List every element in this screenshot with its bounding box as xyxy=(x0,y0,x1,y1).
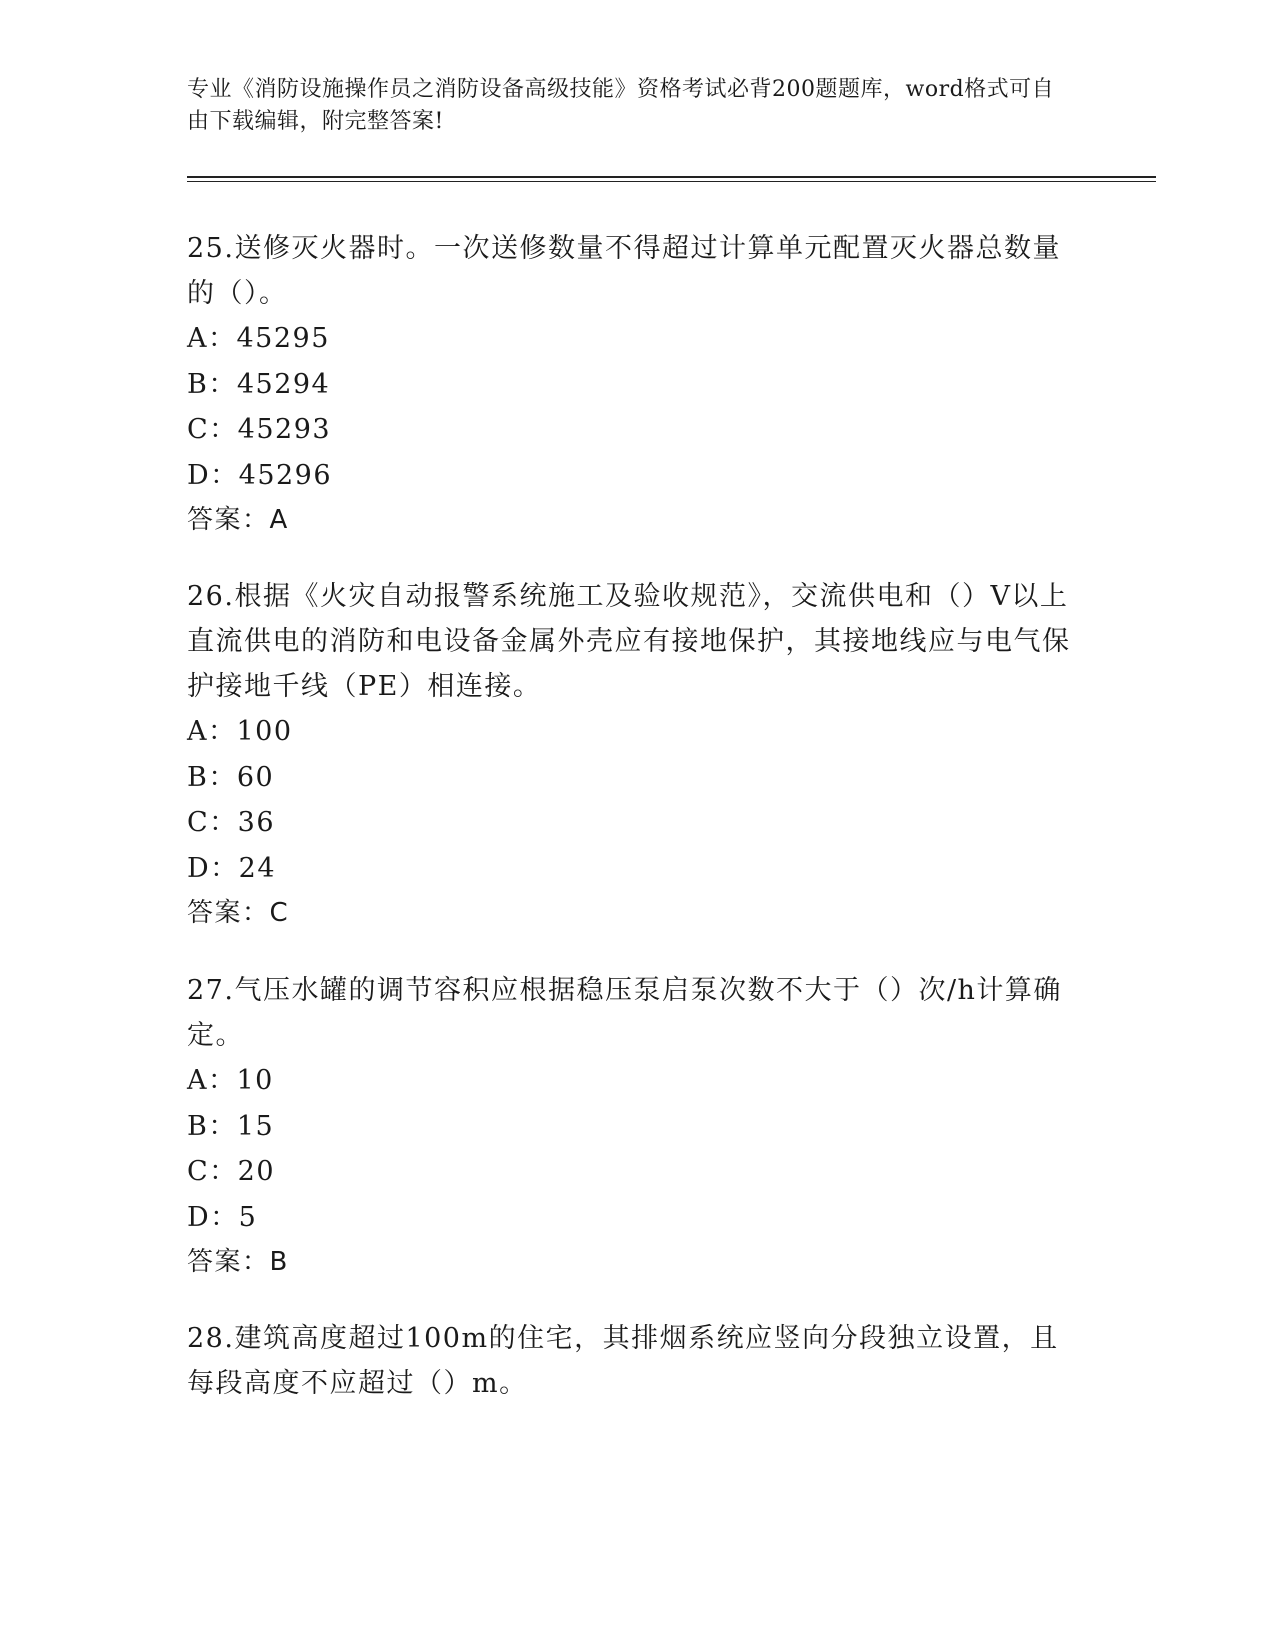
option-d: D：45296 xyxy=(187,459,333,491)
option-a: A：45295 xyxy=(187,323,330,354)
question-stem: 25.送修灭火器时。一次送修数量不得超过计算单元配置灭火器总数量的（）。 xyxy=(187,233,1061,309)
answer: 答案：A xyxy=(187,505,289,535)
answer: 答案：B xyxy=(187,1247,289,1277)
question-25 xyxy=(187,226,1087,543)
option-b: B：45294 xyxy=(187,368,331,400)
question-27 xyxy=(187,968,1087,1285)
question-stem: 26.根据《火灾自动报警系统施工及验收规范》，交流供电和（）V以上直流供电的消防和电设备金属外壳应有接地保护，其接地线应与电气保护接地千线（PE）相连接。 xyxy=(187,581,1071,702)
header-divider-thin xyxy=(187,181,1156,182)
option-b: B：15 xyxy=(187,1110,275,1142)
option-a: A：10 xyxy=(187,1065,274,1096)
question-26 xyxy=(187,574,1087,936)
question-stem: 27.气压水罐的调节容积应根据稳压泵启泵次数不大于（）次/h计算确定。 xyxy=(187,975,1062,1051)
question-stem: 28.建筑高度超过100m的住宅，其排烟系统应竖向分段独立设置，且每段高度不应超过（）m。 xyxy=(187,1323,1059,1399)
header-divider-thick xyxy=(187,176,1156,178)
option-a: A：100 xyxy=(187,716,293,747)
option-d: D：5 xyxy=(187,1201,258,1233)
option-c: C：45293 xyxy=(187,414,332,445)
option-c: C：20 xyxy=(187,1156,276,1187)
option-b: B：60 xyxy=(187,761,275,793)
question-28 xyxy=(187,1316,1087,1406)
document-header: 专业《消防设施操作员之消防设备高级技能》资格考试必背200题题库，word格式可自由下载编辑，附完整答案! xyxy=(187,77,1055,134)
option-c: C：36 xyxy=(187,807,276,838)
option-d: D：24 xyxy=(187,852,277,884)
answer: 答案：C xyxy=(187,898,290,928)
